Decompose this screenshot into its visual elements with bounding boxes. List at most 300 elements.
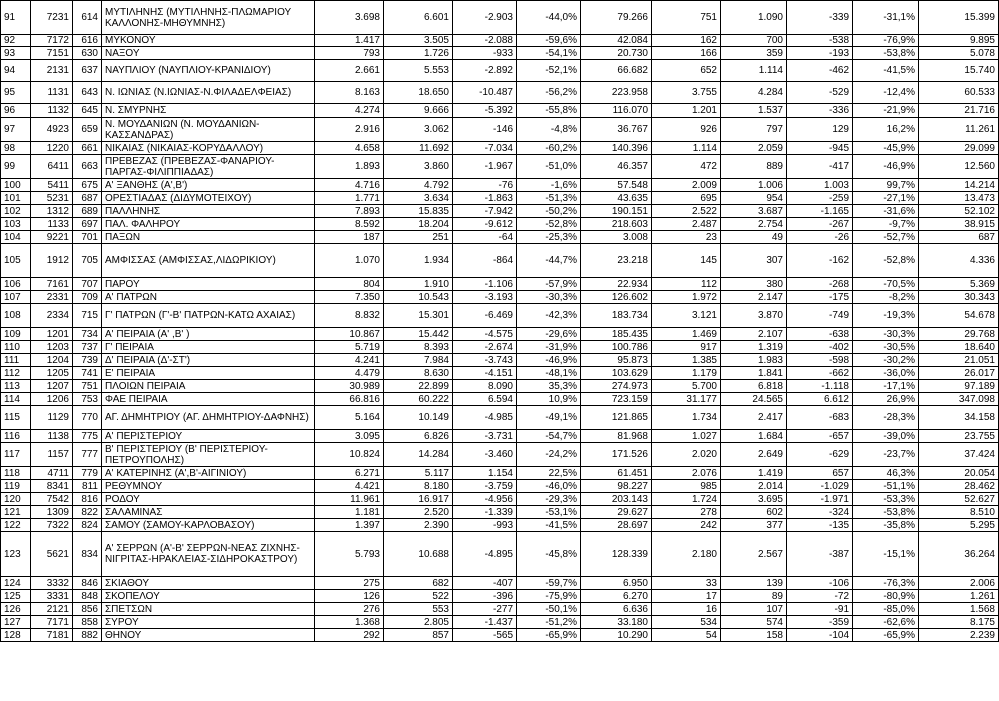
row-index-cell: 97 [1, 118, 31, 142]
percent-cell: -59,7% [517, 577, 581, 590]
percent-cell: -76,9% [853, 35, 919, 47]
percent-cell: -44,0% [517, 1, 581, 35]
difference-cell: -933 [453, 47, 517, 60]
value-cell: 1.114 [721, 60, 787, 82]
value-cell: 1.684 [721, 430, 787, 443]
office-name-cell: ΣΚΙΑΘΟΥ [102, 577, 315, 590]
table-row [1, 603, 999, 616]
value-cell: 5.295 [919, 519, 999, 532]
percent-cell: -65,9% [517, 629, 581, 642]
value-cell: 1.972 [652, 291, 721, 304]
table-row [1, 278, 999, 291]
value-cell: 857 [384, 629, 453, 642]
value-cell: 2.916 [315, 118, 384, 142]
code-cell: 1131 [31, 82, 73, 104]
difference-cell: -9.612 [453, 218, 517, 231]
value-cell: 223.958 [581, 82, 652, 104]
value-cell: 9.895 [919, 35, 999, 47]
table-row [1, 406, 999, 430]
value-cell: 17 [652, 590, 721, 603]
difference-cell: -3.460 [453, 443, 517, 467]
difference-cell: -162 [787, 244, 853, 278]
value-cell: 1.114 [652, 142, 721, 155]
value-cell: 10.149 [384, 406, 453, 430]
value-cell: 472 [652, 155, 721, 179]
value-cell: 1.006 [721, 179, 787, 192]
difference-cell: -565 [453, 629, 517, 642]
office-name-cell: Γ' ΠΑΤΡΩΝ (Γ'-Β' ΠΑΤΡΩΝ-ΚΑΤΩ ΑΧΑΙΑΣ) [102, 304, 315, 328]
row-index-cell: 123 [1, 532, 31, 577]
code-cell: 1201 [31, 328, 73, 341]
value-cell: 359 [721, 47, 787, 60]
value-cell: 6.636 [581, 603, 652, 616]
value-cell: 380 [721, 278, 787, 291]
row-index-cell: 105 [1, 244, 31, 278]
value-cell: 4.241 [315, 354, 384, 367]
percent-cell: 16,2% [853, 118, 919, 142]
value-cell: 103.629 [581, 367, 652, 380]
office-code-cell: 770 [73, 406, 102, 430]
office-name-cell: ΡΟΔΟΥ [102, 493, 315, 506]
office-name-cell: Α' ΞΑΝΘΗΣ (Α',Β') [102, 179, 315, 192]
difference-cell: 8.090 [453, 380, 517, 393]
table-row [1, 354, 999, 367]
value-cell: 6.818 [721, 380, 787, 393]
value-cell: 4.658 [315, 142, 384, 155]
percent-cell: -46,9% [517, 354, 581, 367]
difference-cell: 129 [787, 118, 853, 142]
table-row [1, 393, 999, 406]
table-row [1, 577, 999, 590]
office-code-cell: 858 [73, 616, 102, 629]
value-cell: 7.893 [315, 205, 384, 218]
office-name-cell: Α' ΠΕΙΡΑΙΑ (Α' ,Β' ) [102, 328, 315, 341]
value-cell: 3.008 [581, 231, 652, 244]
value-cell: 1.417 [315, 35, 384, 47]
difference-cell: -864 [453, 244, 517, 278]
office-code-cell: 614 [73, 1, 102, 35]
office-code-cell: 697 [73, 218, 102, 231]
percent-cell: -36,0% [853, 367, 919, 380]
value-cell: 95.873 [581, 354, 652, 367]
value-cell: 3.698 [315, 1, 384, 35]
row-index-cell: 115 [1, 406, 31, 430]
table-row [1, 629, 999, 642]
value-cell: 1.724 [652, 493, 721, 506]
table-row [1, 304, 999, 328]
value-cell: 61.451 [581, 467, 652, 480]
difference-cell: -1.967 [453, 155, 517, 179]
code-cell: 7172 [31, 35, 73, 47]
office-code-cell: 701 [73, 231, 102, 244]
percent-cell: -54,1% [517, 47, 581, 60]
value-cell: 3.755 [652, 82, 721, 104]
office-code-cell: 663 [73, 155, 102, 179]
value-cell: 2.649 [721, 443, 787, 467]
value-cell: 42.084 [581, 35, 652, 47]
difference-cell: -4.895 [453, 532, 517, 577]
difference-cell: -683 [787, 406, 853, 430]
table-body [1, 1, 999, 642]
office-code-cell: 705 [73, 244, 102, 278]
value-cell: 185.435 [581, 328, 652, 341]
difference-cell: -267 [787, 218, 853, 231]
value-cell: 23.755 [919, 430, 999, 443]
row-index-cell: 114 [1, 393, 31, 406]
percent-cell: -41,5% [853, 60, 919, 82]
office-code-cell: 675 [73, 179, 102, 192]
difference-cell: -598 [787, 354, 853, 367]
value-cell: 1.397 [315, 519, 384, 532]
value-cell: 3.860 [384, 155, 453, 179]
value-cell: 2.076 [652, 467, 721, 480]
value-cell: 553 [384, 603, 453, 616]
office-code-cell: 707 [73, 278, 102, 291]
table-row [1, 380, 999, 393]
row-index-cell: 100 [1, 179, 31, 192]
table-row [1, 506, 999, 519]
code-cell: 2121 [31, 603, 73, 616]
value-cell: 804 [315, 278, 384, 291]
row-index-cell: 125 [1, 590, 31, 603]
percent-cell: -76,3% [853, 577, 919, 590]
value-cell: 274.973 [581, 380, 652, 393]
table-row [1, 532, 999, 577]
office-code-cell: 689 [73, 205, 102, 218]
table-row [1, 443, 999, 467]
value-cell: 11.692 [384, 142, 453, 155]
table-row [1, 480, 999, 493]
value-cell: 251 [384, 231, 453, 244]
office-name-cell: ΡΕΘΥΜΝΟΥ [102, 480, 315, 493]
percent-cell: -42,3% [517, 304, 581, 328]
value-cell: 23 [652, 231, 721, 244]
code-cell: 1129 [31, 406, 73, 430]
difference-cell: -277 [453, 603, 517, 616]
percent-cell: -51,3% [517, 192, 581, 205]
difference-cell: -4.575 [453, 328, 517, 341]
code-cell: 5231 [31, 192, 73, 205]
value-cell: 29.768 [919, 328, 999, 341]
row-index-cell: 104 [1, 231, 31, 244]
office-name-cell: Ν. ΙΩΝΙΑΣ (Ν.ΙΩΝΙΑΣ-Ν.ΦΙΛΑΔΕΛΦΕΙΑΣ) [102, 82, 315, 104]
row-index-cell: 94 [1, 60, 31, 82]
value-cell: 5.553 [384, 60, 453, 82]
office-name-cell: ΝΙΚΑΙΑΣ (ΝΙΚΑΙΑΣ-ΚΟΡΥΔΑΛΛΟΥ) [102, 142, 315, 155]
value-cell: 21.051 [919, 354, 999, 367]
value-cell: 307 [721, 244, 787, 278]
percent-cell: -65,9% [853, 629, 919, 642]
value-cell: 16 [652, 603, 721, 616]
value-cell: 8.510 [919, 506, 999, 519]
office-name-cell: Β' ΠΕΡΙΣΤΕΡΙΟΥ (Β' ΠΕΡΙΣΤΕΡΙΟΥ-ΠΕΤΡΟΥΠΟΛΗΣ) [102, 443, 315, 467]
value-cell: 38.915 [919, 218, 999, 231]
value-cell: 276 [315, 603, 384, 616]
percent-cell: 35,3% [517, 380, 581, 393]
value-cell: 574 [721, 616, 787, 629]
value-cell: 145 [652, 244, 721, 278]
value-cell: 6.271 [315, 467, 384, 480]
value-cell: 4.284 [721, 82, 787, 104]
code-cell: 3332 [31, 577, 73, 590]
row-index-cell: 128 [1, 629, 31, 642]
row-index-cell: 92 [1, 35, 31, 47]
value-cell: 28.697 [581, 519, 652, 532]
code-cell: 1203 [31, 341, 73, 354]
value-cell: 11.961 [315, 493, 384, 506]
value-cell: 1.368 [315, 616, 384, 629]
row-index-cell: 119 [1, 480, 31, 493]
row-index-cell: 93 [1, 47, 31, 60]
code-cell: 1206 [31, 393, 73, 406]
value-cell: 5.700 [652, 380, 721, 393]
office-code-cell: 709 [73, 291, 102, 304]
office-name-cell: Ε' ΠΕΙΡΑΙΑ [102, 367, 315, 380]
value-cell: 2.567 [721, 532, 787, 577]
percent-cell: -48,1% [517, 367, 581, 380]
percent-cell: 26,9% [853, 393, 919, 406]
difference-cell: 1.154 [453, 467, 517, 480]
percent-cell: -80,9% [853, 590, 919, 603]
value-cell: 751 [652, 1, 721, 35]
value-cell: 3.687 [721, 205, 787, 218]
value-cell: 6.270 [581, 590, 652, 603]
value-cell: 98.227 [581, 480, 652, 493]
percent-cell: -12,4% [853, 82, 919, 104]
office-code-cell: 645 [73, 104, 102, 118]
difference-cell: -1.339 [453, 506, 517, 519]
value-cell: 4.421 [315, 480, 384, 493]
percent-cell: -52,7% [853, 231, 919, 244]
office-name-cell: ΦΑΕ ΠΕΙΡΑΙΑ [102, 393, 315, 406]
value-cell: 54 [652, 629, 721, 642]
percent-cell: 10,9% [517, 393, 581, 406]
row-index-cell: 120 [1, 493, 31, 506]
value-cell: 81.968 [581, 430, 652, 443]
value-cell: 3.095 [315, 430, 384, 443]
value-cell: 97.189 [919, 380, 999, 393]
office-name-cell: ΜΥΤΙΛΗΝΗΣ (ΜΥΤΙΛΗΝΗΣ-ΠΛΩΜΑΡΙΟΥ ΚΑΛΛΟΝΗΣ-ΜΗΘΥΜΝΗΣ) [102, 1, 315, 35]
value-cell: 700 [721, 35, 787, 47]
difference-cell: 6.612 [787, 393, 853, 406]
percent-cell: -57,9% [517, 278, 581, 291]
row-index-cell: 99 [1, 155, 31, 179]
code-cell: 1312 [31, 205, 73, 218]
value-cell: 534 [652, 616, 721, 629]
value-cell: 2.520 [384, 506, 453, 519]
difference-cell: -64 [453, 231, 517, 244]
office-code-cell: 824 [73, 519, 102, 532]
percent-cell: -52,8% [853, 244, 919, 278]
office-code-cell: 848 [73, 590, 102, 603]
value-cell: 1.469 [652, 328, 721, 341]
value-cell: 8.592 [315, 218, 384, 231]
value-cell: 2.107 [721, 328, 787, 341]
value-cell: 687 [919, 231, 999, 244]
value-cell: 1.841 [721, 367, 787, 380]
percent-cell: 22,5% [517, 467, 581, 480]
value-cell: 12.560 [919, 155, 999, 179]
office-code-cell: 741 [73, 367, 102, 380]
difference-cell: -2.892 [453, 60, 517, 82]
value-cell: 917 [652, 341, 721, 354]
percent-cell: -35,8% [853, 519, 919, 532]
value-cell: 797 [721, 118, 787, 142]
percent-cell: -30,3% [853, 328, 919, 341]
office-code-cell: 637 [73, 60, 102, 82]
value-cell: 29.627 [581, 506, 652, 519]
percent-cell: -39,0% [853, 430, 919, 443]
code-cell: 2331 [31, 291, 73, 304]
office-name-cell: ΑΓ. ΔΗΜΗΤΡΙΟΥ (ΑΓ. ΔΗΜΗΤΡΙΟΥ-ΔΑΦΝΗΣ) [102, 406, 315, 430]
office-name-cell: Γ' ΠΕΙΡΑΙΑ [102, 341, 315, 354]
office-name-cell: Α' ΣΕΡΡΩΝ (Α'-Β' ΣΕΡΡΩΝ-ΝΕΑΣ ΖΙΧΝΗΣ-ΝΙΓΡΙΤΑΣ-ΗΡΑΚΛΕΙΑΣ-ΣΙΔΗΡΟΚΑΣΤΡΟΥ) [102, 532, 315, 577]
percent-cell: -8,2% [853, 291, 919, 304]
table-row [1, 192, 999, 205]
table-row [1, 616, 999, 629]
office-code-cell: 661 [73, 142, 102, 155]
value-cell: 3.695 [721, 493, 787, 506]
value-cell: 116.070 [581, 104, 652, 118]
row-index-cell: 98 [1, 142, 31, 155]
value-cell: 1.983 [721, 354, 787, 367]
percent-cell: -46,9% [853, 155, 919, 179]
value-cell: 15.399 [919, 1, 999, 35]
difference-cell: -146 [453, 118, 517, 142]
value-cell: 793 [315, 47, 384, 60]
difference-cell: -2.674 [453, 341, 517, 354]
value-cell: 162 [652, 35, 721, 47]
value-cell: 2.417 [721, 406, 787, 430]
row-index-cell: 122 [1, 519, 31, 532]
value-cell: 1.893 [315, 155, 384, 179]
value-cell: 30.343 [919, 291, 999, 304]
difference-cell: -1.165 [787, 205, 853, 218]
value-cell: 37.424 [919, 443, 999, 467]
office-name-cell: ΠΡΕΒΕΖΑΣ (ΠΡΕΒΕΖΑΣ-ΦΑΝΑΡΙΟΥ-ΠΑΡΓΑΣ-ΦΙΛΙΠΠΙΑΔΑΣ) [102, 155, 315, 179]
value-cell: 60.222 [384, 393, 453, 406]
office-code-cell: 775 [73, 430, 102, 443]
office-code-cell: 751 [73, 380, 102, 393]
difference-cell: -26 [787, 231, 853, 244]
difference-cell: -7.034 [453, 142, 517, 155]
difference-cell: -106 [787, 577, 853, 590]
value-cell: 889 [721, 155, 787, 179]
code-cell: 2334 [31, 304, 73, 328]
office-name-cell: ΜΥΚΟΝΟΥ [102, 35, 315, 47]
office-name-cell: ΘΗΝΟΥ [102, 629, 315, 642]
percent-cell: -52,8% [517, 218, 581, 231]
difference-cell: -387 [787, 532, 853, 577]
office-name-cell: ΠΛΟΙΩΝ ΠΕΙΡΑΙΑ [102, 380, 315, 393]
value-cell: 36.264 [919, 532, 999, 577]
value-cell: 16.917 [384, 493, 453, 506]
table-row [1, 118, 999, 142]
difference-cell: -1.106 [453, 278, 517, 291]
difference-cell: -993 [453, 519, 517, 532]
percent-cell: -51,2% [517, 616, 581, 629]
value-cell: 1.568 [919, 603, 999, 616]
value-cell: 203.143 [581, 493, 652, 506]
row-index-cell: 121 [1, 506, 31, 519]
percent-cell: -75,9% [517, 590, 581, 603]
value-cell: 49 [721, 231, 787, 244]
value-cell: 4.336 [919, 244, 999, 278]
percent-cell: -44,7% [517, 244, 581, 278]
value-cell: 1.934 [384, 244, 453, 278]
value-cell: 18.204 [384, 218, 453, 231]
office-code-cell: 777 [73, 443, 102, 467]
value-cell: 28.462 [919, 480, 999, 493]
row-index-cell: 110 [1, 341, 31, 354]
difference-cell: 6.594 [453, 393, 517, 406]
percent-cell: -23,7% [853, 443, 919, 467]
table-row [1, 1, 999, 35]
value-cell: 128.339 [581, 532, 652, 577]
value-cell: 275 [315, 577, 384, 590]
percent-cell: -45,8% [517, 532, 581, 577]
percent-cell: -52,1% [517, 60, 581, 82]
percent-cell: -17,1% [853, 380, 919, 393]
value-cell: 20.730 [581, 47, 652, 60]
table-row [1, 104, 999, 118]
value-cell: 126.602 [581, 291, 652, 304]
difference-cell: -1.437 [453, 616, 517, 629]
office-name-cell: ΣΑΛΑΜΙΝΑΣ [102, 506, 315, 519]
value-cell: 6.950 [581, 577, 652, 590]
row-index-cell: 107 [1, 291, 31, 304]
value-cell: 6.601 [384, 1, 453, 35]
office-name-cell: ΣΠΕΤΣΩΝ [102, 603, 315, 616]
table-row [1, 590, 999, 603]
value-cell: 34.158 [919, 406, 999, 430]
percent-cell: -45,9% [853, 142, 919, 155]
difference-cell: 657 [787, 467, 853, 480]
difference-cell: -324 [787, 506, 853, 519]
value-cell: 14.214 [919, 179, 999, 192]
difference-cell: -268 [787, 278, 853, 291]
difference-cell: -945 [787, 142, 853, 155]
value-cell: 2.059 [721, 142, 787, 155]
value-cell: 4.792 [384, 179, 453, 192]
office-code-cell: 822 [73, 506, 102, 519]
code-cell: 1309 [31, 506, 73, 519]
office-name-cell: Α' ΚΑΤΕΡΙΝΗΣ (Α',Β'-ΑΙΓΙΝΙΟΥ) [102, 467, 315, 480]
code-cell: 2131 [31, 60, 73, 82]
code-cell: 5621 [31, 532, 73, 577]
difference-cell: -4.151 [453, 367, 517, 380]
value-cell: 22.934 [581, 278, 652, 291]
table-row [1, 328, 999, 341]
table-row [1, 519, 999, 532]
code-cell: 7151 [31, 47, 73, 60]
difference-cell: -72 [787, 590, 853, 603]
value-cell: 8.163 [315, 82, 384, 104]
value-cell: 14.284 [384, 443, 453, 467]
value-cell: 107 [721, 603, 787, 616]
percent-cell: -53,8% [853, 47, 919, 60]
value-cell: 2.522 [652, 205, 721, 218]
value-cell: 3.870 [721, 304, 787, 328]
difference-cell: -193 [787, 47, 853, 60]
value-cell: 8.393 [384, 341, 453, 354]
office-code-cell: 734 [73, 328, 102, 341]
value-cell: 985 [652, 480, 721, 493]
value-cell: 52.102 [919, 205, 999, 218]
value-cell: 723.159 [581, 393, 652, 406]
office-code-cell: 816 [73, 493, 102, 506]
table-row [1, 179, 999, 192]
